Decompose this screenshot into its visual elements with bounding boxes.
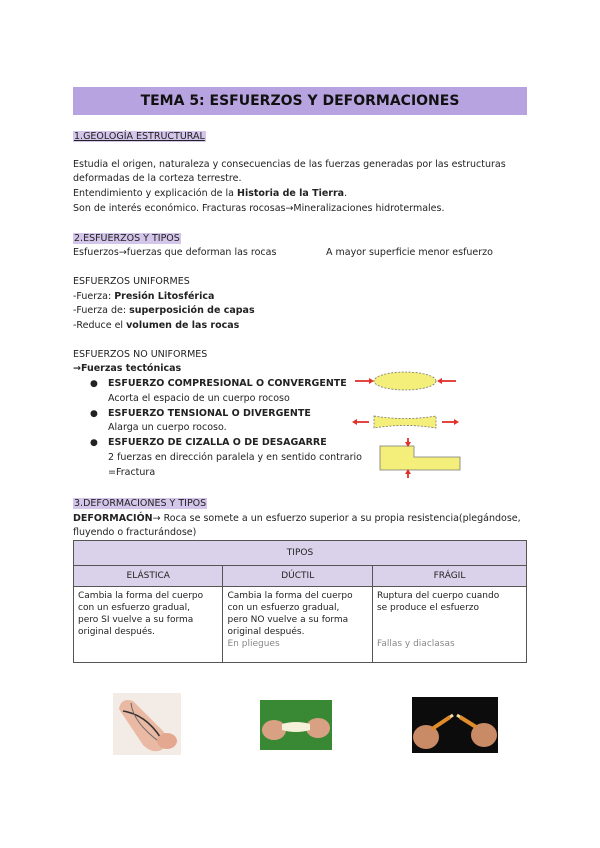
text-span: -Reduce el	[73, 320, 127, 331]
cell-note: En pliegues	[227, 639, 280, 649]
paragraph-line: Son de interés económico. Fracturas rocosas→Mineralizaciones hidrotermales.	[73, 203, 445, 214]
table-cell-ductil	[223, 587, 372, 663]
paragraph-line: deformadas de la corteza terrestre.	[73, 173, 242, 184]
bold-term: volumen de las rocas	[126, 320, 240, 331]
table-cell-elastica	[74, 587, 223, 663]
section-heading-text: 3.DEFORMACIONES Y TIPOS	[74, 498, 207, 509]
table-cell-fragil	[372, 587, 526, 663]
uniform-title: ESFUERZOS UNIFORMES	[73, 276, 190, 287]
cell-line: original después.	[78, 627, 155, 637]
bold-term: Presión Litosférica	[114, 291, 215, 302]
deformation-types-table	[73, 540, 527, 663]
section-heading-esfuerzos	[73, 232, 181, 246]
uniform-item	[73, 319, 239, 333]
cell-line: se produce el esfuerzo	[376, 603, 480, 613]
stress-diagrams	[350, 368, 462, 480]
tectonic-forces: →Fuerzas tectónicas	[73, 363, 182, 374]
text-span: -Fuerza:	[73, 291, 115, 302]
deformation-definition-cont: fluyendo o fracturándose)	[73, 527, 197, 538]
nonuniform-title: ESFUERZOS NO UNIFORMES	[73, 349, 208, 360]
bullet-title-text: ESFUERZO TENSIONAL O DIVERGENTE	[108, 408, 311, 419]
text-span: Entendimiento y explicación de la	[73, 188, 237, 199]
cell-line: pero SI vuelve a su forma	[78, 615, 194, 625]
bullet-icon: ●	[90, 409, 98, 419]
elastic-photo	[113, 693, 181, 755]
bullet-desc: =Fractura	[108, 467, 156, 478]
cell-line: original después.	[227, 627, 305, 637]
section-heading-text: 1.GEOLOGÍA ESTRUCTURAL	[74, 131, 205, 142]
paragraph-line: Estudia el origen, naturaleza y consecuencias de las fuerzas generadas por las estructuras	[73, 159, 506, 170]
shear-diagram	[380, 438, 460, 478]
table-header: TIPOS	[74, 541, 527, 566]
bullet-icon: ●	[90, 379, 98, 389]
paragraph-line	[73, 187, 347, 201]
text-span: -Fuerza de:	[73, 305, 130, 316]
definition-left: Esfuerzos→fuerzas que deforman las rocas	[73, 247, 277, 258]
fragile-photo	[412, 697, 498, 753]
uniform-item	[73, 290, 214, 304]
section-heading-text: 2.ESFUERZOS Y TIPOS	[74, 233, 180, 244]
ductile-photo	[260, 700, 332, 750]
bullet-title-compresional	[90, 377, 347, 391]
cell-line: Ruptura del cuerpo cuando	[376, 591, 500, 601]
text-span: .	[344, 188, 348, 199]
section-heading-geologia	[73, 130, 206, 144]
definition-right: A mayor superficie menor esfuerzo	[326, 247, 493, 258]
bullet-title-text: ESFUERZO DE CIZALLA O DE DESAGARRE	[108, 437, 327, 448]
cell-line: con un esfuerzo gradual,	[78, 603, 190, 613]
bold-term: Historia de la Tierra	[237, 188, 345, 199]
bullet-desc: 2 fuerzas en dirección paralela y en sentido contrario	[108, 452, 362, 463]
tension-diagram	[352, 416, 459, 428]
cell-line: pero NO vuelve a su forma	[227, 615, 349, 625]
deformation-definition	[73, 512, 521, 526]
text-span: → Roca se somete a un esfuerzo superior a su propia resistencia(plegándose,	[152, 513, 521, 524]
cell-note: Fallas y diaclasas	[376, 639, 455, 649]
column-header-ductil: DÚCTIL	[223, 566, 372, 587]
uniform-item	[73, 304, 255, 318]
bullet-title-text: ESFUERZO COMPRESIONAL O CONVERGENTE	[108, 378, 347, 389]
bullet-desc: Acorta el espacio de un cuerpo rocoso	[108, 393, 290, 404]
bullet-desc: Alarga un cuerpo rocoso.	[108, 422, 227, 433]
column-header-elastica: ELÁSTICA	[74, 566, 223, 587]
bullet-title-tensional	[90, 407, 311, 421]
column-header-fragil: FRÁGIL	[372, 566, 526, 587]
compression-diagram	[355, 372, 456, 390]
section-heading-deformaciones	[73, 497, 207, 511]
bold-term: DEFORMACIÓN	[73, 513, 153, 524]
bold-term: superposición de capas	[129, 305, 255, 316]
bullet-icon: ●	[90, 438, 98, 448]
bullet-title-cizalla	[90, 436, 327, 450]
page-title: TEMA 5: ESFUERZOS Y DEFORMACIONES	[73, 87, 527, 115]
cell-line: Cambia la forma del cuerpo	[227, 591, 353, 601]
cell-line: con un esfuerzo gradual,	[227, 603, 340, 613]
cell-line: Cambia la forma del cuerpo	[78, 591, 204, 601]
